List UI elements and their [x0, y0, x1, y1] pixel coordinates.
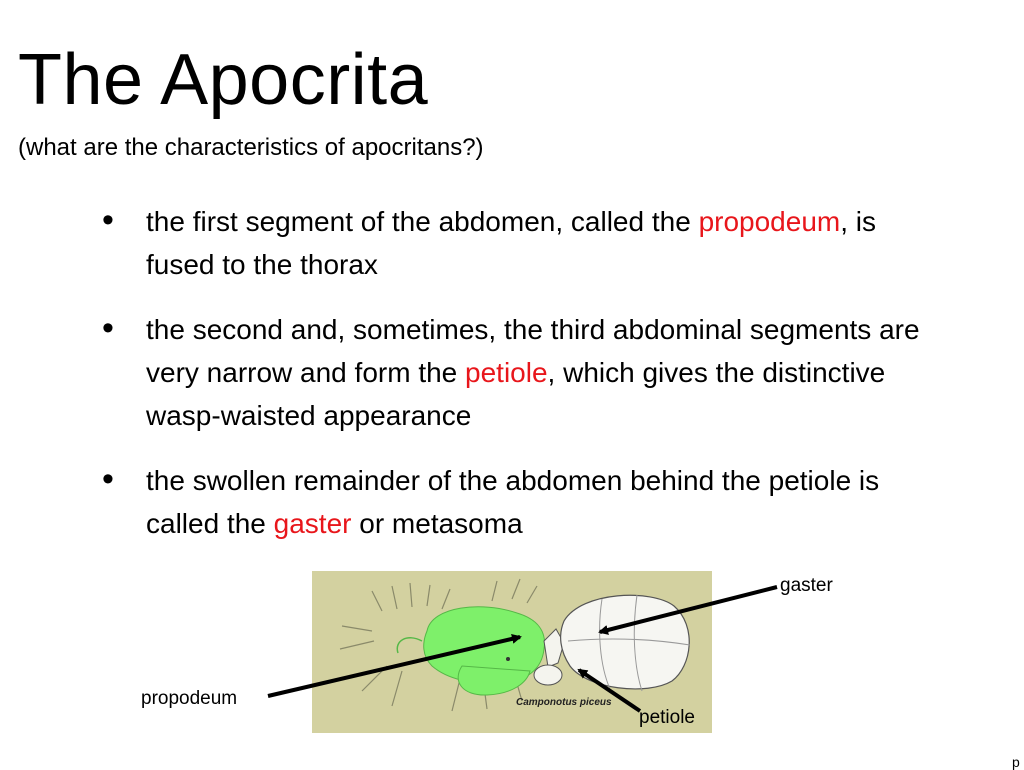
propodeum-arrow	[268, 637, 520, 696]
label-gaster: gaster	[780, 575, 833, 596]
slide-subtitle: (what are the characteristics of apocritans?)	[18, 134, 484, 161]
bullet-text: , which gives the distinctive wasp-waisted appearance	[146, 357, 886, 431]
bullet-icon: •	[102, 460, 114, 498]
petiole-arrow	[579, 670, 640, 711]
species-caption: Camponotus piceus	[516, 697, 612, 708]
label-propodeum: propodeum	[141, 688, 238, 709]
bullet-icon: •	[102, 309, 114, 347]
bullet-text: the second and, sometimes, the third abdominal segments are very narrow and form the	[146, 314, 920, 388]
bullet-text: , is fused to the thorax	[146, 206, 876, 280]
label-petiole: petiole	[639, 707, 695, 728]
bullet-text: or metasoma	[351, 508, 523, 539]
term-gaster: gaster	[273, 508, 352, 539]
corner-mark: p	[1012, 754, 1020, 770]
term-propodeum: propodeum	[698, 206, 841, 237]
slide-title: The Apocrita	[18, 40, 429, 120]
term-petiole: petiole	[465, 357, 548, 388]
bullet-text: the first segment of the abdomen, called the	[146, 206, 699, 237]
bullet-icon: •	[102, 201, 114, 239]
bullet-text: the swollen remainder of the abdomen behind the petiole is called the	[146, 465, 880, 539]
gaster-arrow	[600, 587, 777, 632]
